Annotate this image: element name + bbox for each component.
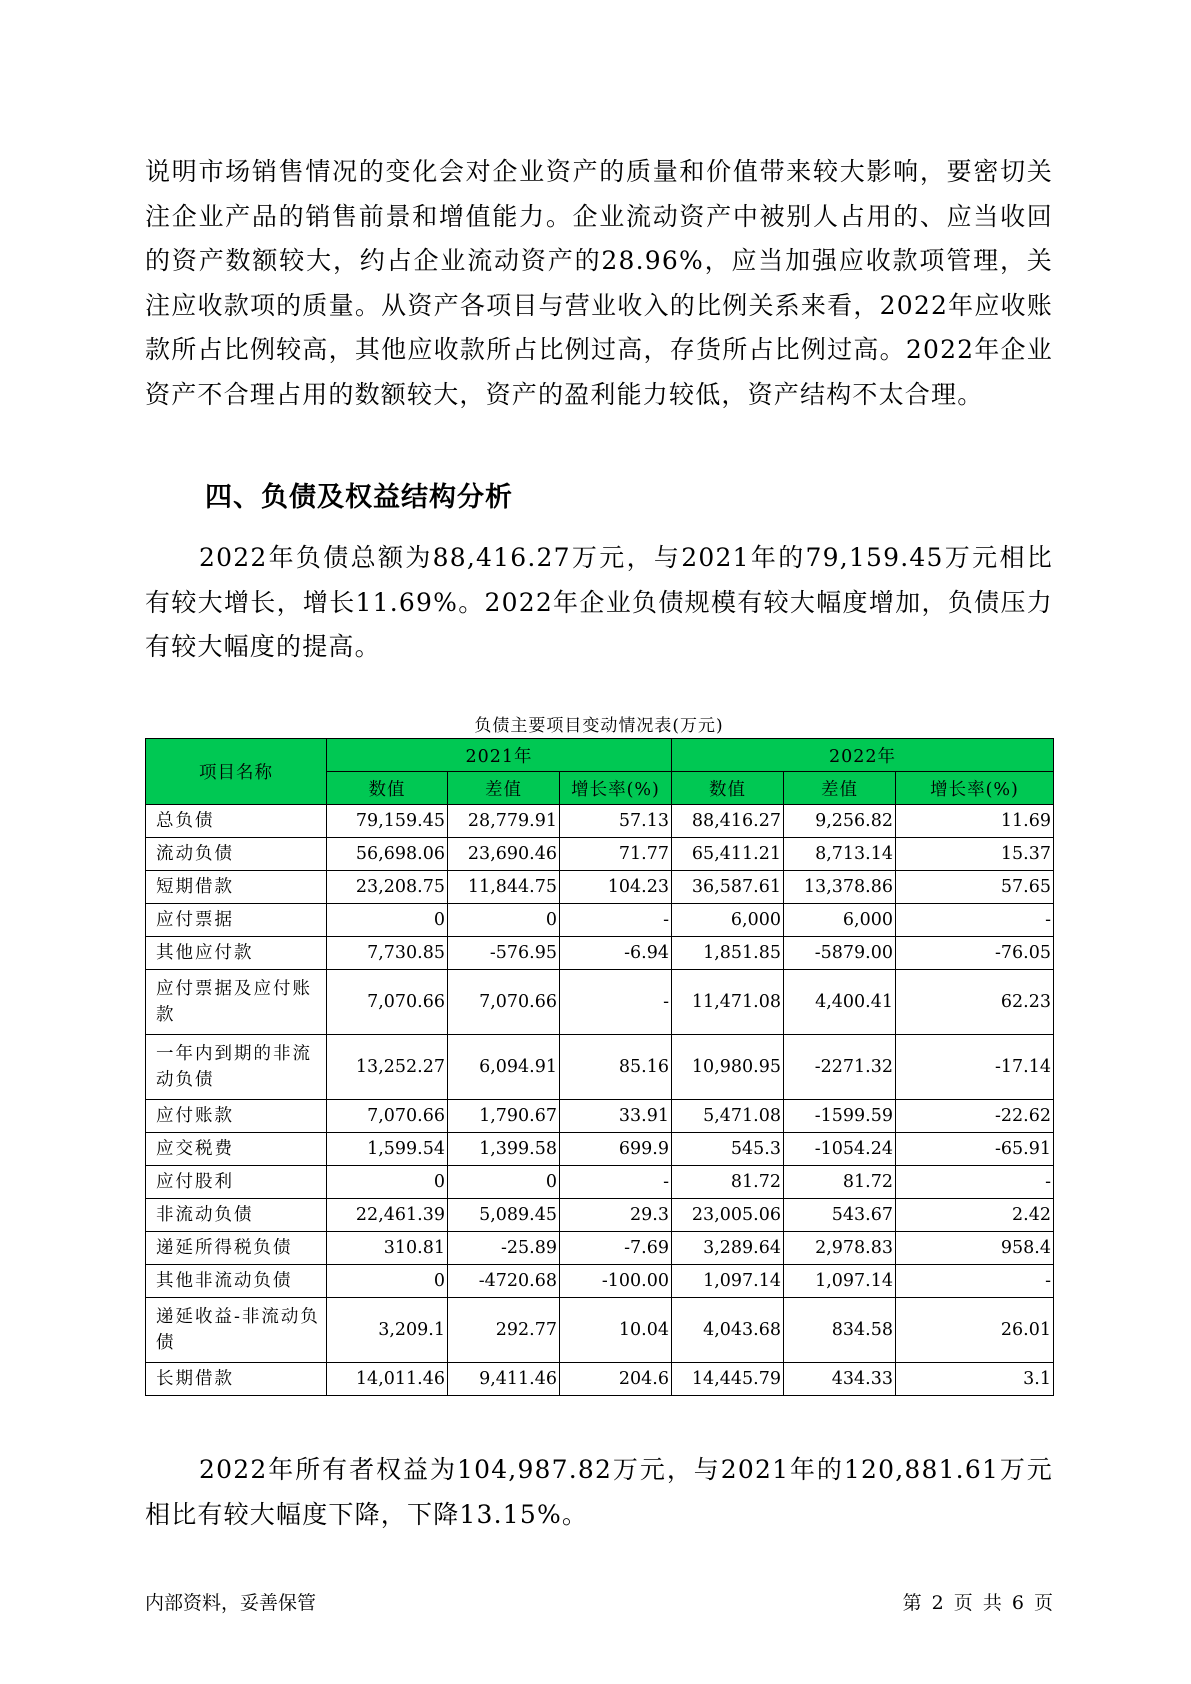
row-item-name: 应付票据 — [146, 904, 327, 937]
row-value-cell: -6.94 — [560, 937, 672, 970]
row-value-cell: 22,461.39 — [327, 1199, 448, 1232]
table-row — [146, 1199, 1054, 1232]
row-value-cell: - — [560, 970, 672, 1035]
row-item-name: 应付票据及应付账款 — [146, 970, 327, 1035]
row-value-cell: 57.13 — [560, 805, 672, 838]
header-item-name: 项目名称 — [146, 739, 327, 805]
row-value-cell: -76.05 — [896, 937, 1054, 970]
row-value-cell: 7,070.66 — [327, 1100, 448, 1133]
table-row — [146, 871, 1054, 904]
row-item-name: 长期借款 — [146, 1363, 327, 1396]
row-value-cell: 62.23 — [896, 970, 1054, 1035]
row-value-cell: 14,445.79 — [672, 1363, 784, 1396]
row-item-name: 流动负债 — [146, 838, 327, 871]
row-value-cell: 65,411.21 — [672, 838, 784, 871]
row-value-cell: 36,587.61 — [672, 871, 784, 904]
row-value-cell: 2,978.83 — [784, 1232, 896, 1265]
row-value-cell: 834.58 — [784, 1298, 896, 1363]
table-body — [146, 805, 1054, 1396]
row-value-cell: -65.91 — [896, 1133, 1054, 1166]
row-value-cell: - — [896, 1166, 1054, 1199]
row-value-cell: 204.6 — [560, 1363, 672, 1396]
table-row — [146, 970, 1054, 1035]
row-item-name: 应付账款 — [146, 1100, 327, 1133]
row-value-cell: 104.23 — [560, 871, 672, 904]
row-value-cell: 71.77 — [560, 838, 672, 871]
row-value-cell: -5879.00 — [784, 937, 896, 970]
row-value-cell: 23,005.06 — [672, 1199, 784, 1232]
row-value-cell: 56,698.06 — [327, 838, 448, 871]
row-item-name: 递延收益-非流动负债 — [146, 1298, 327, 1363]
subheader-value: 数值 — [327, 772, 448, 805]
row-value-cell: 545.3 — [672, 1133, 784, 1166]
row-value-cell: 1,790.67 — [448, 1100, 560, 1133]
row-value-cell: 81.72 — [672, 1166, 784, 1199]
row-value-cell: 81.72 — [784, 1166, 896, 1199]
row-value-cell: -576.95 — [448, 937, 560, 970]
row-value-cell: 310.81 — [327, 1232, 448, 1265]
row-value-cell: -7.69 — [560, 1232, 672, 1265]
row-value-cell: 6,000 — [672, 904, 784, 937]
table-row — [146, 1166, 1054, 1199]
row-value-cell: 543.67 — [784, 1199, 896, 1232]
subheader-diff: 差值 — [784, 772, 896, 805]
table-row — [146, 1363, 1054, 1396]
header-year-2022: 2022年 — [672, 739, 1054, 772]
row-value-cell: 9,411.46 — [448, 1363, 560, 1396]
table-row — [146, 805, 1054, 838]
row-value-cell: 1,399.58 — [448, 1133, 560, 1166]
row-value-cell: -1599.59 — [784, 1100, 896, 1133]
row-value-cell: 4,400.41 — [784, 970, 896, 1035]
row-value-cell: -4720.68 — [448, 1265, 560, 1298]
row-value-cell: 6,000 — [784, 904, 896, 937]
row-value-cell: 9,256.82 — [784, 805, 896, 838]
row-value-cell: 3.1 — [896, 1363, 1054, 1396]
table-row — [146, 838, 1054, 871]
table-row — [146, 904, 1054, 937]
row-value-cell: 7,070.66 — [327, 970, 448, 1035]
row-value-cell: - — [560, 904, 672, 937]
section-heading: 四、负债及权益结构分析 — [205, 482, 513, 513]
row-value-cell: 7,730.85 — [327, 937, 448, 970]
row-value-cell: 5,471.08 — [672, 1100, 784, 1133]
row-value-cell: 2.42 — [896, 1199, 1054, 1232]
row-value-cell: 5,089.45 — [448, 1199, 560, 1232]
subheader-value: 数值 — [672, 772, 784, 805]
subheader-growth: 增长率(%) — [896, 772, 1054, 805]
row-value-cell: 79,159.45 — [327, 805, 448, 838]
row-value-cell: 11.69 — [896, 805, 1054, 838]
row-value-cell: -2271.32 — [784, 1035, 896, 1100]
liability-table — [145, 738, 1054, 1396]
row-value-cell: 8,713.14 — [784, 838, 896, 871]
row-value-cell: 1,097.14 — [672, 1265, 784, 1298]
row-item-name: 应交税费 — [146, 1133, 327, 1166]
row-value-cell: 26.01 — [896, 1298, 1054, 1363]
table-caption: 负债主要项目变动情况表(万元) — [474, 716, 724, 736]
row-item-name: 非流动负债 — [146, 1199, 327, 1232]
paragraph-equity-summary: 2022年所有者权益为104,987.82万元，与2021年的120,881.61万元相比有较大幅度下降，下降13.15%。 — [145, 1455, 1053, 1529]
row-item-name: 短期借款 — [146, 871, 327, 904]
subheader-diff: 差值 — [448, 772, 560, 805]
row-value-cell: 29.3 — [560, 1199, 672, 1232]
row-value-cell: 14,011.46 — [327, 1363, 448, 1396]
row-value-cell: 7,070.66 — [448, 970, 560, 1035]
row-value-cell: - — [896, 1265, 1054, 1298]
row-value-cell: 0 — [327, 1265, 448, 1298]
row-item-name: 其他应付款 — [146, 937, 327, 970]
subheader-growth: 增长率(%) — [560, 772, 672, 805]
row-value-cell: 292.77 — [448, 1298, 560, 1363]
row-value-cell: - — [896, 904, 1054, 937]
row-value-cell: 85.16 — [560, 1035, 672, 1100]
row-value-cell: -100.00 — [560, 1265, 672, 1298]
footer-page-number: 第 2 页 共 6 页 — [902, 1592, 1053, 1614]
row-value-cell: 11,471.08 — [672, 970, 784, 1035]
row-value-cell: 33.91 — [560, 1100, 672, 1133]
row-value-cell: 699.9 — [560, 1133, 672, 1166]
paragraph-asset-analysis: 说明市场销售情况的变化会对企业资产的质量和价值带来较大影响，要密切关注企业产品的销售前景和增值能力。企业流动资产中被别人占用的、应当收回的资产数额较大，约占企业流动资产的28.96%，应当加强应收款项管理，关注应收款项的质量。从资产各项目与营业收入的比例关系来看，2022年应收账款所占比例较高，其他应收款所占比例过高，存货所占比例过高。2022年企业资产不合理占用的数额较大，资产的盈利能力较低，资产结构不太合理。 — [145, 157, 1053, 409]
row-value-cell: 88,416.27 — [672, 805, 784, 838]
row-value-cell: 57.65 — [896, 871, 1054, 904]
row-value-cell: 13,252.27 — [327, 1035, 448, 1100]
row-value-cell: 6,094.91 — [448, 1035, 560, 1100]
row-value-cell: 3,209.1 — [327, 1298, 448, 1363]
row-value-cell: 0 — [327, 1166, 448, 1199]
row-value-cell: -17.14 — [896, 1035, 1054, 1100]
table-row — [146, 1133, 1054, 1166]
row-value-cell: 0 — [327, 904, 448, 937]
row-item-name: 递延所得税负债 — [146, 1232, 327, 1265]
row-value-cell: -1054.24 — [784, 1133, 896, 1166]
row-value-cell: 1,851.85 — [672, 937, 784, 970]
row-value-cell: 28,779.91 — [448, 805, 560, 838]
table-row — [146, 1232, 1054, 1265]
row-value-cell: 434.33 — [784, 1363, 896, 1396]
row-value-cell: 0 — [448, 1166, 560, 1199]
table-row — [146, 1265, 1054, 1298]
row-value-cell: 11,844.75 — [448, 871, 560, 904]
row-value-cell: 10.04 — [560, 1298, 672, 1363]
row-value-cell: 4,043.68 — [672, 1298, 784, 1363]
row-value-cell: - — [560, 1166, 672, 1199]
row-value-cell: 3,289.64 — [672, 1232, 784, 1265]
header-year-2021: 2021年 — [327, 739, 672, 772]
table-row — [146, 1035, 1054, 1100]
row-value-cell: 10,980.95 — [672, 1035, 784, 1100]
row-value-cell: -25.89 — [448, 1232, 560, 1265]
footer-confidential-note: 内部资料，妥善保管 — [145, 1592, 317, 1614]
row-value-cell: 0 — [448, 904, 560, 937]
paragraph-liability-summary: 2022年负债总额为88,416.27万元，与2021年的79,159.45万元相比有较大增长，增长11.69%。2022年企业负债规模有较大幅度增加，负债压力有较大幅度的提高。 — [145, 543, 1053, 661]
row-value-cell: 958.4 — [896, 1232, 1054, 1265]
row-value-cell: -22.62 — [896, 1100, 1054, 1133]
table-row — [146, 1298, 1054, 1363]
row-value-cell: 23,208.75 — [327, 871, 448, 904]
row-item-name: 一年内到期的非流动负债 — [146, 1035, 327, 1100]
row-value-cell: 13,378.86 — [784, 871, 896, 904]
table-row — [146, 937, 1054, 970]
row-item-name: 总负债 — [146, 805, 327, 838]
row-value-cell: 1,599.54 — [327, 1133, 448, 1166]
table-row — [146, 1100, 1054, 1133]
row-item-name: 应付股利 — [146, 1166, 327, 1199]
row-value-cell: 15.37 — [896, 838, 1054, 871]
row-value-cell: 1,097.14 — [784, 1265, 896, 1298]
row-item-name: 其他非流动负债 — [146, 1265, 327, 1298]
row-value-cell: 23,690.46 — [448, 838, 560, 871]
